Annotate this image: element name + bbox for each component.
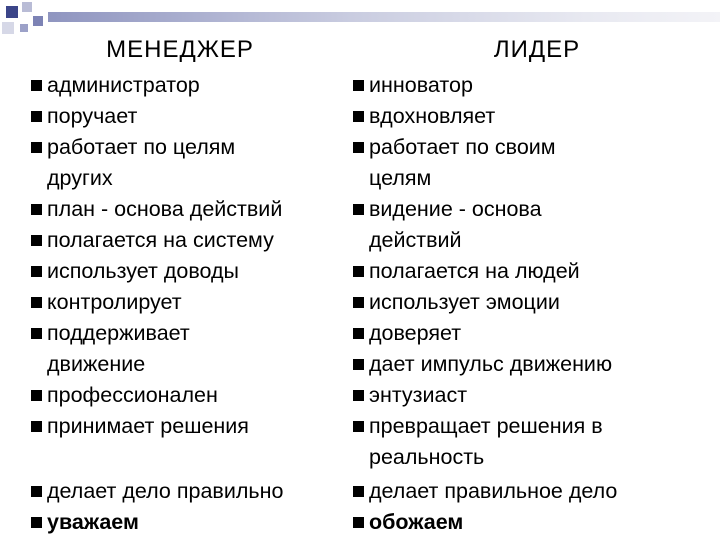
leader-item-continuation: целям	[369, 166, 432, 190]
bullet-icon	[31, 266, 42, 277]
leader-item-continuation: действий	[369, 228, 462, 252]
bullet-icon	[353, 80, 364, 91]
leader-item-final: обожаем	[352, 507, 463, 538]
leader-item-continuation: реальность	[369, 445, 485, 469]
manager-item-continuation: движение	[47, 352, 146, 376]
leader-item: полагается на людей	[352, 256, 580, 287]
bullet-icon	[353, 421, 364, 432]
manager-column	[30, 30, 350, 534]
bullet-icon	[31, 142, 42, 153]
bullet-icon	[31, 297, 42, 308]
manager-item: работает по целям	[30, 132, 235, 163]
bullet-icon	[353, 359, 364, 370]
decor-square-mid	[33, 16, 43, 26]
manager-item: администратор	[30, 70, 200, 101]
bullet-icon	[31, 204, 42, 215]
leader-item: делает правильное дело	[352, 476, 617, 507]
manager-item-final: уважаем	[30, 507, 139, 538]
leader-heading: ЛИДЕР	[493, 36, 581, 63]
decor-bar	[48, 12, 720, 22]
bullet-icon	[31, 517, 42, 528]
manager-item: контролирует	[30, 287, 182, 318]
bullet-icon	[31, 390, 42, 401]
manager-heading: МЕНЕДЖЕР	[106, 36, 254, 63]
decor-square-light	[22, 2, 32, 12]
bullet-icon	[31, 111, 42, 122]
leader-item: видение - основа	[352, 194, 542, 225]
manager-item: принимает решения	[30, 411, 249, 442]
bullet-icon	[31, 235, 42, 246]
manager-item: делает дело правильно	[30, 476, 283, 507]
bullet-icon	[31, 328, 42, 339]
manager-item: поручает	[30, 101, 137, 132]
decor-square-pale	[2, 22, 14, 34]
bullet-icon	[31, 486, 42, 497]
leader-item: работает по своим	[352, 132, 556, 163]
bullet-icon	[353, 111, 364, 122]
leader-item: вдохновляет	[352, 101, 495, 132]
decor-square-small	[20, 24, 28, 32]
leader-item: превращает решения в	[352, 411, 603, 442]
bullet-icon	[353, 204, 364, 215]
bullet-icon	[353, 266, 364, 277]
leader-item: дает импульс движению	[352, 349, 612, 380]
bullet-icon	[353, 297, 364, 308]
manager-item-continuation: других	[47, 166, 113, 190]
manager-item: использует доводы	[30, 256, 239, 287]
leader-item: инноватор	[352, 70, 473, 101]
manager-item: поддерживает	[30, 318, 190, 349]
leader-item: использует эмоции	[352, 287, 560, 318]
bullet-icon	[31, 80, 42, 91]
leader-column	[352, 30, 712, 534]
bullet-icon	[353, 517, 364, 528]
bullet-icon	[31, 421, 42, 432]
bullet-icon	[353, 328, 364, 339]
bullet-icon	[353, 142, 364, 153]
leader-item: энтузиаст	[352, 380, 467, 411]
decor-square-dark	[6, 6, 18, 18]
manager-item: профессионален	[30, 380, 218, 411]
manager-item: план - основа действий	[30, 194, 282, 225]
bullet-icon	[353, 390, 364, 401]
manager-item: полагается на систему	[30, 225, 274, 256]
leader-item: доверяет	[352, 318, 461, 349]
bullet-icon	[353, 486, 364, 497]
